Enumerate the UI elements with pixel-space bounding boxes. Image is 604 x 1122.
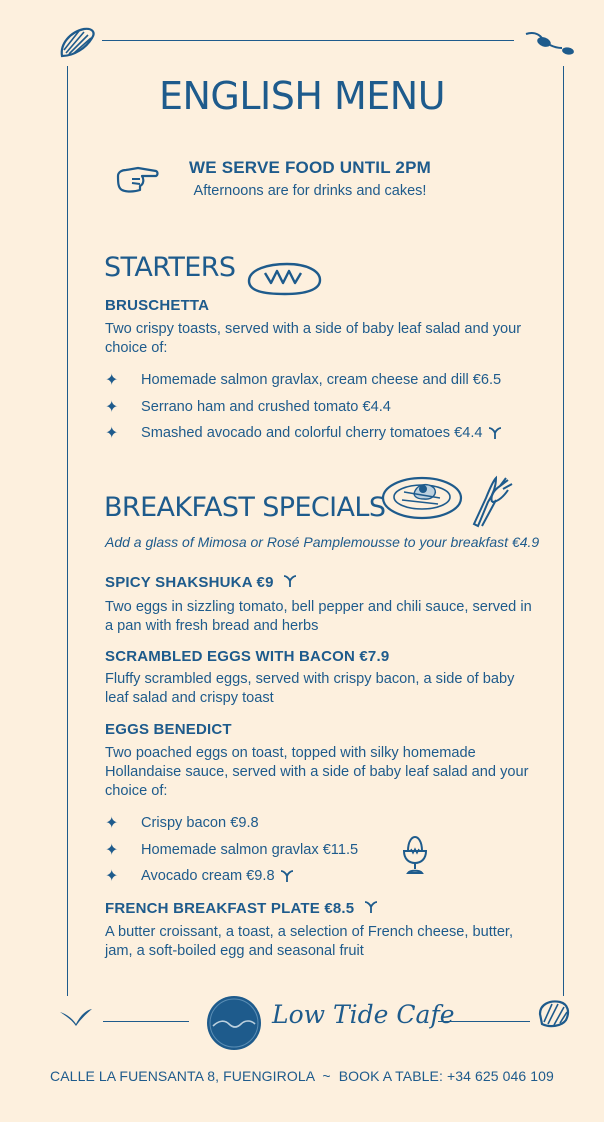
- list-item: [105, 810, 358, 837]
- breakfast-title: BREAKFAST SPECIALS: [104, 492, 386, 523]
- vegetarian-sprout-icon: [280, 869, 294, 883]
- shakshuka-title: [105, 574, 297, 591]
- seashell-icon: [58, 26, 98, 60]
- vegetarian-sprout-icon: [488, 426, 502, 440]
- eggs-benedict-description: Two poached eggs on toast, topped with silky homemade Hollandaise sauce, served with a side of baby leaf salad and your choice of:: [105, 745, 529, 799]
- option-text: Crispy bacon €9.8: [141, 815, 259, 832]
- notice-subtext: Afternoons are for drinks and cakes!: [193, 183, 427, 199]
- french-breakfast-description: A butter croissant, a toast, a selection of French cheese, butter, jam, a soft-boiled egg and seasonal fruit: [105, 924, 514, 959]
- bread-icon: [245, 261, 323, 297]
- mimosa-note: Add a glass of Mimosa or Rosé Pamplemousse to your breakfast €4.9: [105, 534, 540, 550]
- frame-bottom-left-line: [103, 1021, 189, 1022]
- list-item: [105, 394, 502, 421]
- footer-address: CALLE LA FUENSANTA 8, FUENGIROLA: [50, 1068, 315, 1084]
- bruschetta-title: BRUSCHETTA: [105, 297, 210, 314]
- shakshuka-description: Two eggs in sizzling tomato, bell pepper and chili sauce, served in a pan with fresh bread and herbs: [105, 599, 532, 634]
- cafe-name: Low Tide Cafe: [272, 1000, 455, 1029]
- french-breakfast-title-text: FRENCH BREAKFAST PLATE €8.5: [105, 900, 355, 917]
- list-item: [105, 863, 358, 890]
- frame-left-line: [67, 66, 68, 996]
- option-text: Smashed avocado and colorful cherry tomatoes €4.4: [141, 425, 483, 442]
- sparkle-bullet-icon: ✦: [105, 868, 119, 886]
- list-item: [105, 420, 502, 447]
- eggs-benedict-options: [105, 810, 358, 890]
- shell-icon: [536, 998, 572, 1030]
- vegetarian-sprout-icon: [364, 900, 378, 914]
- vegetarian-sprout-icon: [283, 574, 297, 588]
- list-item: [105, 837, 358, 864]
- sparkle-bullet-icon: ✦: [105, 815, 119, 833]
- list-item: [105, 367, 502, 394]
- option-text: Homemade salmon gravlax €11.5: [141, 841, 359, 858]
- notice-heading: WE SERVE FOOD UNTIL 2PM: [188, 158, 431, 177]
- starters-title: STARTERS: [104, 252, 236, 283]
- menu-title: ENGLISH MENU: [158, 74, 446, 118]
- egg-cup-icon: [402, 835, 428, 877]
- wave-logo-icon: [205, 994, 263, 1052]
- sparkle-bullet-icon: ✦: [105, 372, 119, 390]
- option-text: Homemade salmon gravlax, cream cheese and dill €6.5: [141, 372, 502, 389]
- sparkle-bullet-icon: ✦: [105, 398, 119, 416]
- french-breakfast-title: [105, 900, 378, 917]
- fork-and-knife-icon: [468, 474, 516, 528]
- footer-contact: [0, 1068, 604, 1084]
- breakfast-plate-icon: [380, 468, 464, 524]
- frame-right-line: [563, 66, 564, 996]
- bruschetta-options: [105, 367, 502, 447]
- eggs-benedict-title: EGGS BENEDICT: [105, 721, 232, 738]
- option-text: Serrano ham and crushed tomato €4.4: [141, 398, 391, 415]
- option-text: Avocado cream €9.8: [141, 868, 275, 885]
- sparkle-bullet-icon: ✦: [105, 841, 119, 859]
- sunglasses-icon: [524, 30, 576, 56]
- sparkle-bullet-icon: ✦: [105, 425, 119, 443]
- shakshuka-title-text: SPICY SHAKSHUKA €9: [105, 574, 274, 591]
- footer-booking: BOOK A TABLE: +34 625 046 109: [338, 1068, 554, 1084]
- scrambled-eggs-description: Fluffy scrambled eggs, served with crispy bacon, a side of baby leaf salad and crispy toast: [105, 671, 515, 706]
- scrambled-eggs-title: SCRAMBLED EGGS WITH BACON €7.9: [105, 648, 390, 665]
- frame-top-line: [102, 40, 514, 41]
- footer-separator: ~: [322, 1068, 331, 1084]
- bruschetta-description: Two crispy toasts, served with a side of baby leaf salad and your choice of:: [105, 321, 522, 356]
- seagull-icon: [58, 1006, 94, 1028]
